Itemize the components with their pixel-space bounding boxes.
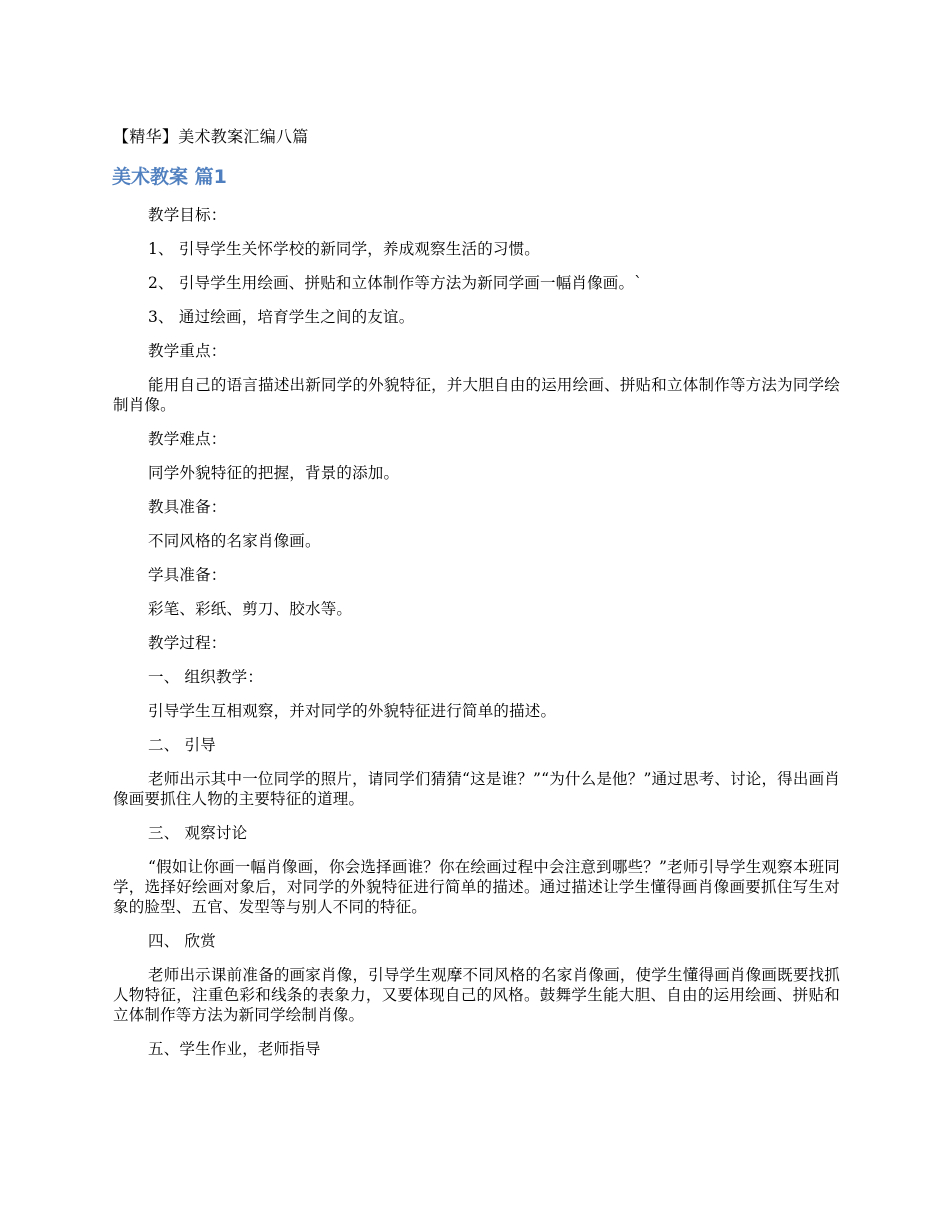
paragraph: 老师出示其中一位同学的照片，请同学们猜猜“这是谁？”“为什么是他？”通过思考、讨论，得出画肖像画要抓住人物的主要特征的道理。: [113, 770, 840, 808]
paragraph: 一、 组织教学：: [148, 668, 264, 686]
paragraph: 2、 引导学生用绘画、拼贴和立体制作等方法为新同学画一幅肖像画。`: [148, 274, 643, 292]
paragraph: 教学过程：: [148, 634, 227, 652]
paragraph: “假如让你画一幅肖像画，你会选择画谁？你在绘画过程中会注意到哪些？”老师引导学生观察本班同学，选择好绘画对象后，对同学的外貌特征进行简单的描述。通过描述让学生懂得画肖像画要抓住写生对象的脸型、五官、发型等与别人不同的特征。: [113, 858, 840, 916]
section-heading: 美术教案 篇1: [112, 166, 227, 188]
paragraph: 教学目标：: [148, 206, 227, 224]
paragraph: 五、学生作业，老师指导: [148, 1040, 321, 1058]
paragraph: 1、 引导学生关怀学校的新同学，养成观察生活的习惯。: [148, 240, 540, 258]
document-title: 【精华】美术教案汇编八篇: [113, 127, 309, 146]
paragraph: 教具准备：: [148, 498, 227, 516]
paragraph: 学具准备：: [148, 566, 227, 584]
paragraph: 三、 观察讨论: [148, 824, 248, 842]
paragraph: 老师出示课前准备的画家肖像，引导学生观摩不同风格的名家肖像画，使学生懂得画肖像画既要找抓人物特征，注重色彩和线条的表象力，又要体现自己的风格。鼓舞学生能大胆、自由的运用绘画、拼贴和立体制作等方法为新同学绘制肖像。: [113, 966, 840, 1024]
paragraph: 二、 引导: [148, 736, 216, 754]
paragraph: 能用自己的语言描述出新同学的外貌特征，并大胆自由的运用绘画、拼贴和立体制作等方法为同学绘制肖像。: [113, 376, 840, 414]
paragraph: 彩笔、彩纸、剪刀、胶水等。: [148, 600, 353, 618]
paragraph: 四、 欣赏: [148, 932, 216, 950]
paragraph: 教学重点：: [148, 342, 227, 360]
paragraph: 3、 通过绘画，培育学生之间的友谊。: [148, 308, 415, 326]
paragraph: 不同风格的名家肖像画。: [148, 532, 321, 550]
paragraph: 教学难点：: [148, 430, 227, 448]
paragraph: 引导学生互相观察，并对同学的外貌特征进行简单的描述。: [148, 702, 557, 720]
document-body: [113, 205, 840, 1073]
paragraph: 同学外貌特征的把握，背景的添加。: [148, 464, 400, 482]
